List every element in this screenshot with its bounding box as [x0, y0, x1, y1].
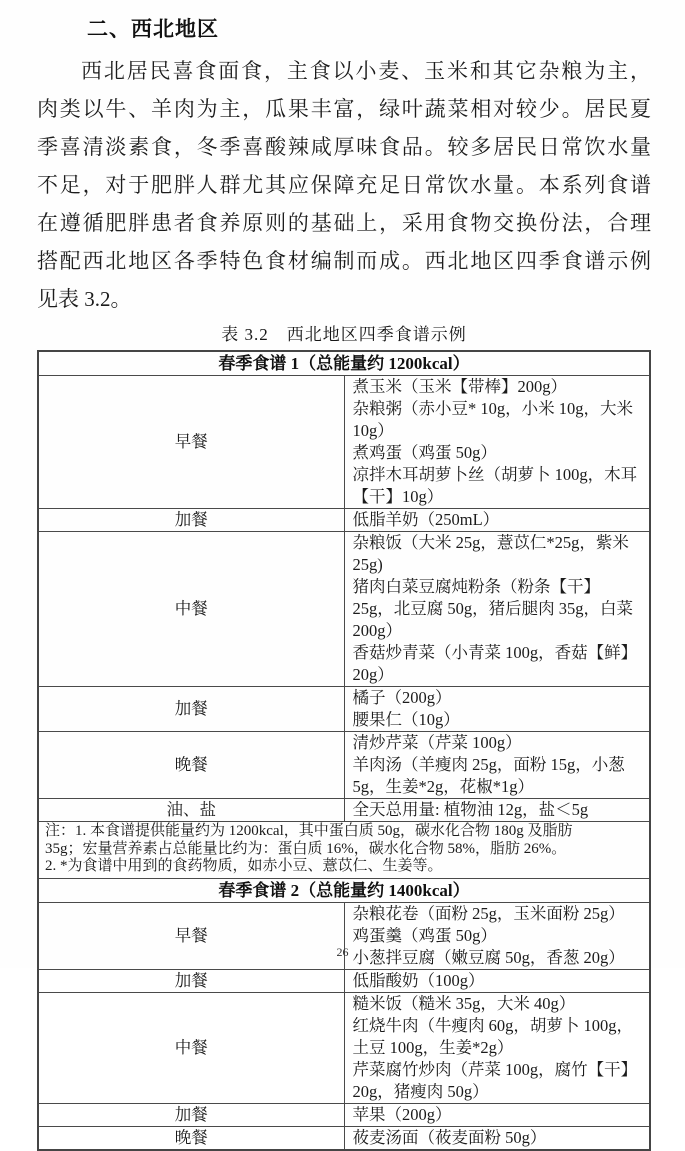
menu-item: 羊肉汤（羊瘦肉 25g，面粉 15g，小葱 5g，生姜*2g，花椒*1g） — [352, 755, 625, 796]
menu-item: 莜麦汤面（莜麦面粉 50g） — [352, 1127, 547, 1147]
page-number: 26 — [336, 945, 349, 959]
recipe-2-title: 春季食谱 2（总能量约 1400kcal） — [38, 878, 650, 902]
meal-label: 加餐 — [38, 687, 344, 732]
menu-item: 清炒芹菜（芹菜 100g） — [352, 733, 522, 752]
meal-label: 早餐 — [38, 376, 344, 509]
table-row — [38, 532, 650, 687]
menu-item: 杂粮饭（大米 25g，薏苡仁*25g，紫米 25g) — [352, 533, 629, 574]
meal-items — [344, 799, 650, 822]
paragraph-line: 季喜清淡素食，冬季喜酸辣咸厚味食品。较多居民日常饮水量 — [37, 135, 651, 159]
menu-item: 凉拌木耳胡萝卜丝（胡萝卜 100g，木耳【干】10g） — [352, 465, 638, 506]
table-row — [38, 376, 650, 509]
meal-label: 晚餐 — [38, 1126, 344, 1150]
table-row — [38, 1126, 650, 1150]
table-row — [38, 509, 650, 532]
menu-item: 煮玉米（玉米【带棒】200g） — [352, 377, 567, 396]
menu-item: 苹果（200g） — [352, 1104, 452, 1124]
menu-item: 橘子（200g） — [352, 688, 452, 707]
table-row — [38, 732, 650, 799]
meal-label: 中餐 — [38, 532, 344, 687]
meal-items — [344, 509, 650, 532]
note-line: 2. *为食谱中用到的食药物质，如赤小豆、薏苡仁、生姜等。 — [45, 858, 443, 875]
meal-label: 加餐 — [38, 969, 344, 992]
note-line: 注：1. 本食谱提供能量约为 1200kcal，其中蛋白质 50g，碳水化合物 180g 及脂肪 — [45, 823, 573, 839]
meal-items — [344, 687, 650, 732]
menu-item: 小葱拌豆腐（嫩豆腐 50g，香葱 20g） — [352, 947, 625, 967]
meal-items — [344, 1126, 650, 1150]
menu-item: 全天总用量: 植物油 12g，盐＜5g — [352, 800, 589, 819]
meal-label: 早餐 — [38, 902, 344, 969]
menu-item: 猪肉白菜豆腐炖粉条（粉条【干】25g，北豆腐 50g，猪后腿肉 35g，白菜 200g） — [352, 577, 633, 640]
menu-item: 香菇炒青菜（小青菜 100g，香菇【鲜】20g） — [352, 643, 638, 684]
recipe-notes — [38, 822, 650, 879]
menu-item: 芹菜腐竹炒肉（芹菜 100g，腐竹【干】20g，猪瘦肉 50g） — [352, 1059, 638, 1101]
meal-label: 晚餐 — [38, 732, 344, 799]
menu-item: 杂粮粥（赤小豆* 10g，小米 10g，大米 10g） — [352, 399, 633, 440]
menu-item: 煮鸡蛋（鸡蛋 50g） — [352, 443, 497, 462]
meal-label: 中餐 — [38, 992, 344, 1103]
intro-paragraph — [37, 52, 651, 318]
menu-item: 红烧牛肉（牛瘦肉 60g，胡萝卜 100g，土豆 100g，生姜*2g） — [352, 1015, 633, 1057]
meal-label: 油、盐 — [38, 799, 344, 822]
note-line: 35g；宏量营养素占总能量比约为：蛋白质 16%，碳水化合物 58%，脂肪 26%。 — [45, 840, 567, 857]
menu-item: 杂粮花卷（面粉 25g，玉米面粉 25g） — [352, 903, 625, 923]
meal-label: 加餐 — [38, 1103, 344, 1126]
table-row — [38, 799, 650, 822]
meal-items — [344, 992, 650, 1103]
meal-items — [344, 1103, 650, 1126]
menu-item: 低脂羊奶（250mL） — [352, 510, 500, 529]
paragraph-line: 肉类以牛、羊肉为主，瓜果丰富，绿叶蔬菜相对较少。居民夏 — [37, 97, 651, 121]
recipe-table — [37, 350, 651, 1151]
paragraph-line: 搭配西北地区各季特色食材编制而成。西北地区四季食谱示例 — [37, 249, 651, 273]
meal-items — [344, 732, 650, 799]
table-row — [38, 969, 650, 992]
meal-label: 加餐 — [38, 509, 344, 532]
table-row — [38, 992, 650, 1103]
section-heading: 二、西北地区 — [87, 17, 219, 41]
table-row — [38, 687, 650, 732]
paragraph-line: 西北居民喜食面食，主食以小麦、玉米和其它杂粮为主， — [81, 59, 651, 83]
paragraph-line: 见表 3.2。 — [37, 287, 132, 311]
table-row — [38, 822, 650, 879]
menu-item: 鸡蛋羹（鸡蛋 50g） — [352, 925, 497, 945]
menu-item: 低脂酸奶（100g） — [352, 970, 485, 990]
recipe-1-title: 春季食谱 1（总能量约 1200kcal） — [38, 351, 650, 376]
meal-items — [344, 376, 650, 509]
menu-item: 腰果仁（10g） — [352, 710, 460, 729]
paragraph-line: 不足，对于肥胖人群尤其应保障充足日常饮水量。本系列食谱 — [37, 173, 651, 197]
meal-items — [344, 532, 650, 687]
table-caption: 表 3.2 西北地区四季食谱示例 — [221, 325, 467, 344]
meal-items — [344, 969, 650, 992]
menu-item: 糙米饭（糙米 35g，大米 40g） — [352, 993, 576, 1013]
paragraph-line: 在遵循肥胖患者食养原则的基础上，采用食物交换份法，合理 — [37, 211, 651, 235]
table-row — [38, 1103, 650, 1126]
